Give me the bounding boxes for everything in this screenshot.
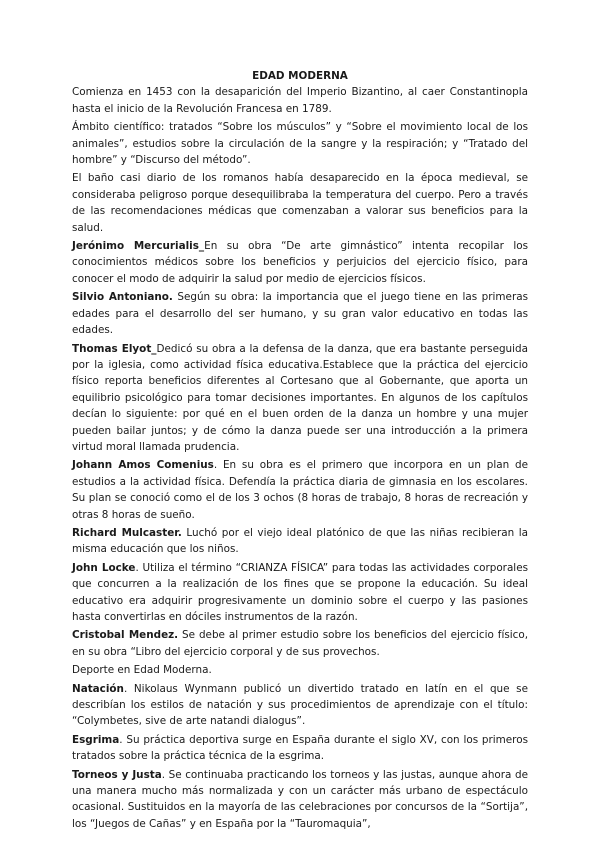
paragraph-text: . Su práctica deportiva surge en España durante el siglo XV, con los primeros tratados sobre la práctica técnica de la esgrima. (72, 733, 528, 763)
paragraph-lead: John Locke (72, 561, 136, 574)
paragraph-intro (72, 84, 528, 117)
paragraph-text: Según su obra: la importancia que el juego tiene en las primeras edades para el desarrollo del ser humano, y su gran valor educativo en todas las edades. (72, 291, 529, 337)
paragraph-text: . Se continuaba practicando los torneos y las justas, aunque ahora de una manera mucho más normalizada y con un carácter más urbano de espectáculo ocasional. Sustituidos en la mayoría de las celebraciones por concursos de la “Sortija”, los “Juegos de Cañas” y en España por la “Tauromaquia”, (72, 768, 529, 830)
paragraph-lead: Richard Mulcaster. (72, 526, 182, 539)
paragraph-text: Dedicó su obra a la defensa de la danza, que era bastante perseguida por la iglesia, como actividad física educativa.Establece que la práctica del ejercicio físico reporta beneficios diferentes al Cortesano que al Gobernante, que aporta un equilibrio psicológico para tomar decisiones importantes. En algunos de los capítulos decían lo siguiente: por qué en el buen orden de la danza un hombre y una mujer pueden bailar juntos; y de cómo la danza puede ser una introducción a la primera virtud moral llamada prudencia. (72, 342, 528, 453)
paragraph-lead: Natación (72, 682, 124, 695)
paragraph-text: Ámbito científico: tratados “Sobre los músculos” y “Sobre el movimiento local de los animales”, estudios sobre la circulación de la sangre y la respiración; y “Tratado del hombre” y “Discurso del método”. (72, 121, 528, 167)
paragraph-text: . Nikolaus Wynmann publicó un divertido tratado en latín en el que se describían los estilos de natación y sus procedimientos de aprendizaje con el título: “Colymbetes, sive de arte natandi dialogus”. (72, 682, 528, 728)
paragraph-text: . En su obra es el primero que incorpora en un plan de estudios a la actividad física. Defendía la práctica diaria de gimnasia en los escolares. Su plan se conoció como el de los 3 ochos (8 horas de trabajo, 8 horas de recreación y otras 8 horas de sueño. (72, 459, 528, 521)
paragraph-mendez (72, 627, 528, 660)
paragraph-comenius (72, 457, 528, 523)
paragraph-text: Luchó por el viejo ideal platónico de que las niñas recibieran la misma educación que los niños. (72, 526, 528, 556)
paragraph-natacion (72, 681, 528, 730)
paragraph-lead: Esgrima (72, 733, 120, 746)
paragraph-bano (72, 170, 528, 236)
paragraph-text: . Utiliza el término “CRIANZA FÍSICA” para todas las actividades corporales que concurren a la realización de los fines que se propone la educación. Su ideal educativo era adquirir progresivamente un dominio sobre el cuerpo y las pasiones hasta convertirlas en dóciles instrumentos de la razón. (72, 561, 529, 623)
paragraph-mercurialis (72, 238, 528, 287)
paragraph-text: Se debe al primer estudio sobre los beneficios del ejercicio físico, en su obra “Libro del ejercicio corporal y de sus provechos. (72, 629, 529, 658)
paragraph-locke (72, 560, 528, 626)
paragraph-lead: Johann Amos Comenius (72, 459, 214, 472)
paragraph-lead: Thomas Elyot_ (72, 342, 157, 355)
paragraph-lead: Jerónimo Mercurialis_ (72, 240, 205, 253)
paragraph-esgrima (72, 732, 528, 765)
paragraph-ambito-cientifico (72, 119, 528, 168)
paragraph-antoniano (72, 289, 528, 338)
paragraph-mulcaster (72, 525, 528, 558)
paragraph-text: Deporte en Edad Moderna. (72, 664, 212, 677)
paragraph-lead: Torneos y Justa (72, 768, 162, 781)
paragraph-text: El baño casi diario de los romanos había desaparecido en la época medieval, se consideraba peligroso porque desequilibraba la temperatura del cuerpo. Pero a través de las recomendaciones médicas que comenzaban a valorar sus beneficios para la salud. (72, 172, 528, 234)
paragraph-torneos (72, 767, 528, 833)
paragraph-text: Comienza en 1453 con la desaparición del Imperio Bizantino, al caer Constantinopla hasta el inicio de la Revolución Francesa en 1789. (72, 86, 528, 115)
paragraph-elyot (72, 341, 528, 456)
paragraph-text: En su obra “De arte gimnástico” intenta recopilar los conocimientos médicos sobre los beneficios y perjuicios del ejercicio físico, para conocer el modo de adquirir la salud por medio de ejercicios físicos. (72, 240, 528, 285)
page-title: EDAD MODERNA (252, 70, 348, 82)
paragraph-deporte-heading (72, 662, 528, 678)
paragraph-lead: Cristobal Mendez. (72, 629, 179, 642)
paragraph-lead: Silvio Antoniano. (72, 291, 173, 304)
